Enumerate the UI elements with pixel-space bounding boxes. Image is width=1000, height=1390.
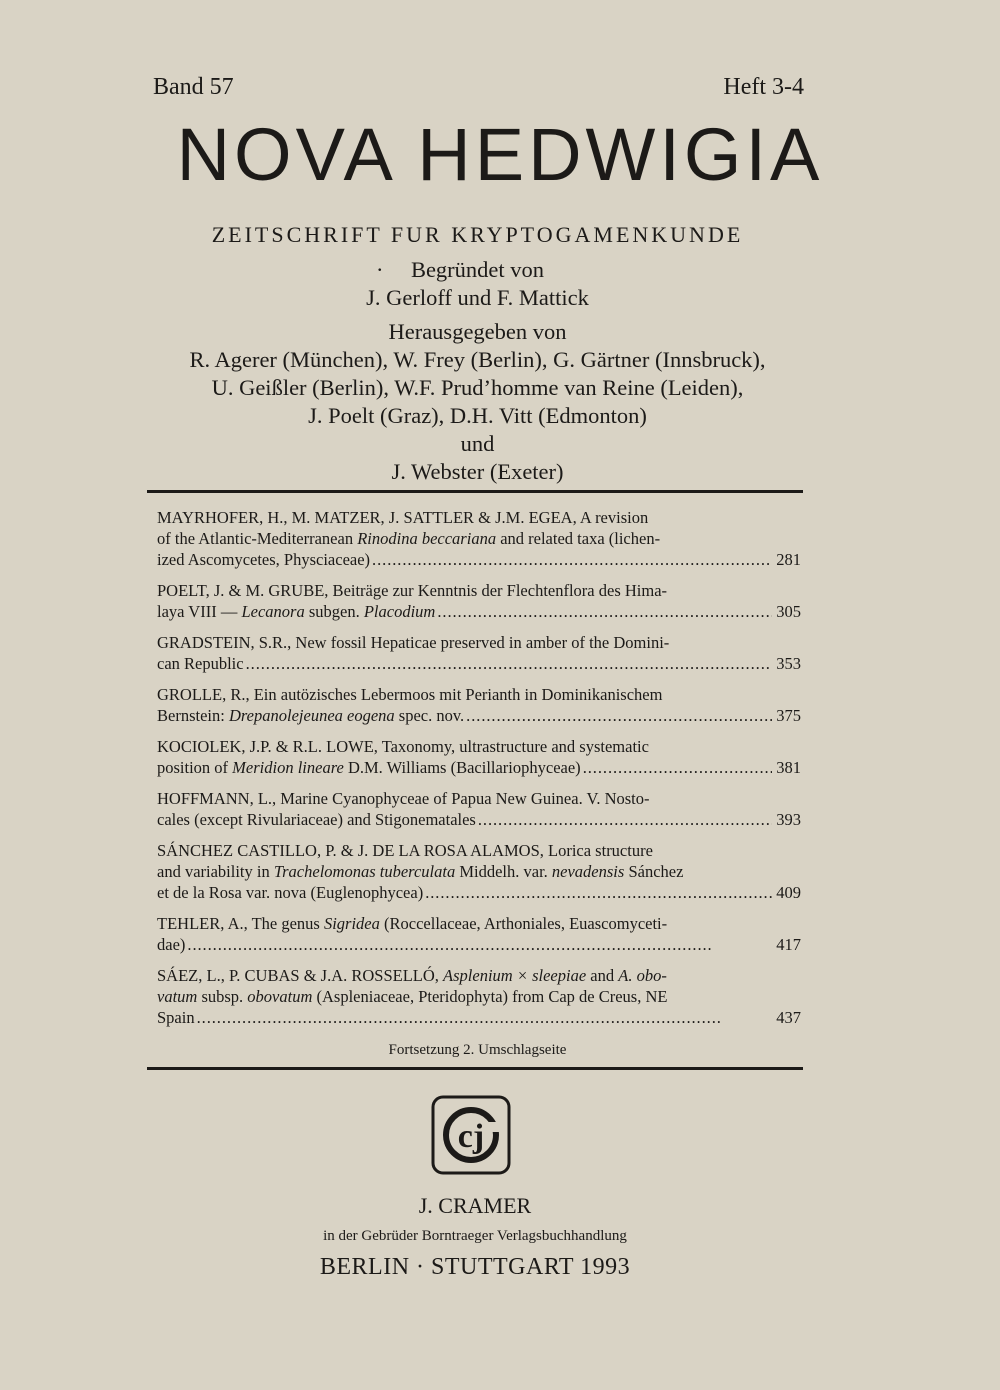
bullet-dot: · bbox=[376, 257, 384, 282]
toc-entry-lastline bbox=[157, 757, 801, 778]
toc-text: ized Ascomycetes, Physciaceae) bbox=[157, 550, 371, 569]
editors-line-4: J. Webster (Exeter) bbox=[391, 459, 564, 484]
toc-entry[interactable] bbox=[157, 736, 801, 778]
taxon-name: Lecanora bbox=[241, 602, 305, 621]
issue-number: Heft 3-4 bbox=[723, 74, 804, 100]
toc-entry-line bbox=[157, 965, 801, 986]
masthead bbox=[0, 256, 955, 486]
toc-entry-lastline bbox=[157, 705, 801, 726]
taxon-name: Sigridea bbox=[323, 914, 380, 933]
toc-entry[interactable] bbox=[157, 965, 801, 1028]
page-number: 281 bbox=[776, 550, 801, 569]
taxon-name: Asplenium × sleepiae bbox=[443, 966, 587, 985]
page-number: 393 bbox=[776, 810, 801, 829]
toc-entry-line: HOFFMANN, L., Marine Cyanophyceae of Papua New Guinea. V. Nosto- bbox=[157, 789, 650, 808]
toc-entry-lastline bbox=[157, 549, 801, 570]
top-divider bbox=[147, 490, 803, 493]
dot-leader bbox=[478, 809, 772, 830]
editors-line-2: U. Geißler (Berlin), W.F. Prud’homme van Reine (Leiden), bbox=[211, 375, 744, 400]
page-number: 375 bbox=[776, 706, 801, 725]
toc-text: subsp. bbox=[197, 987, 248, 1006]
founders: J. Gerloff und F. Mattick bbox=[366, 285, 589, 310]
toc-text: Spain bbox=[157, 1008, 195, 1027]
toc-text: (Roccellaceae, Arthoniales, Euascomyceti- bbox=[379, 914, 668, 933]
toc-text: dae) bbox=[157, 935, 186, 954]
toc-entry-lastline bbox=[157, 934, 801, 955]
toc-entry[interactable] bbox=[157, 840, 801, 903]
taxon-name: nevadensis bbox=[551, 862, 625, 881]
toc-entry-line bbox=[157, 528, 801, 549]
journal-title: NOVA HEDWIGIA bbox=[176, 113, 824, 196]
taxon-name: A. obo- bbox=[618, 966, 667, 985]
toc-entry[interactable] bbox=[157, 580, 801, 622]
toc-text: of the Atlantic-Mediterranean bbox=[157, 529, 358, 548]
toc-text: et de la Rosa var. nova (Euglenophycea) bbox=[157, 883, 424, 902]
publisher-name: J. CRAMER bbox=[418, 1193, 532, 1218]
toc-entry[interactable] bbox=[157, 684, 801, 726]
edited-label: Herausgegeben von bbox=[388, 319, 567, 344]
page-number: 305 bbox=[776, 602, 801, 621]
toc-text: and related taxa (lichen- bbox=[496, 529, 661, 548]
publisher-place-year: BERLIN · STUTTGART 1993 bbox=[319, 1254, 631, 1280]
toc-text: and bbox=[586, 966, 619, 985]
toc-text: (Aspleniaceae, Pteridophyta) from Cap de Creus, NE bbox=[312, 987, 668, 1006]
dot-leader bbox=[372, 549, 772, 570]
dot-leader bbox=[187, 934, 772, 955]
toc-entry-line: MAYRHOFER, H., M. MATZER, J. SATTLER & J.M. EGEA, A revision bbox=[157, 508, 649, 527]
toc-entry[interactable] bbox=[157, 913, 801, 955]
toc-entry-line: GROLLE, R., Ein autözisches Lebermoos mit Perianth in Dominikanischem bbox=[157, 685, 663, 704]
toc-text bbox=[157, 757, 581, 778]
volume-number: Band 57 bbox=[153, 74, 234, 100]
toc-entry-line bbox=[157, 986, 801, 1007]
page-number: 409 bbox=[776, 883, 801, 902]
page-number: 437 bbox=[776, 1008, 801, 1027]
publisher-logo-icon bbox=[431, 1095, 511, 1175]
toc-text: Middelh. var. bbox=[455, 862, 552, 881]
logo-letters: cj bbox=[457, 1118, 485, 1155]
toc-text-part: subgen. bbox=[304, 602, 364, 621]
toc-entry[interactable] bbox=[157, 507, 801, 570]
page-number: 381 bbox=[776, 758, 801, 777]
toc-entry-lastline bbox=[157, 1007, 801, 1028]
taxon-name: obovatum bbox=[247, 987, 313, 1006]
toc-entry-lastline bbox=[157, 653, 801, 674]
toc-text-part: spec. nov. bbox=[394, 706, 465, 725]
toc-text-part: Bernstein: bbox=[157, 706, 229, 725]
toc-entry[interactable] bbox=[157, 788, 801, 830]
toc-entry-lastline bbox=[157, 601, 801, 622]
toc-text-part: position of bbox=[157, 758, 233, 777]
toc-entry-line: SÁNCHEZ CASTILLO, P. & J. DE LA ROSA ALAMOS, Lorica structure bbox=[157, 841, 653, 860]
toc-text bbox=[157, 601, 435, 622]
toc-entry-line: POELT, J. & M. GRUBE, Beiträge zur Kenntnis der Flechtenflora des Hima- bbox=[157, 581, 668, 600]
toc-entry-line: GRADSTEIN, S.R., New fossil Hepaticae preserved in amber of the Domini- bbox=[157, 633, 670, 652]
toc-entry-line: KOCIOLEK, J.P. & R.L. LOWE, Taxonomy, ultrastructure and systematic bbox=[157, 737, 649, 756]
toc-entry-lastline bbox=[157, 882, 801, 903]
publisher-house: in der Gebrüder Borntraeger Verlagsbuchhandlung bbox=[323, 1228, 627, 1244]
founded-label-line bbox=[0, 256, 955, 284]
table-of-contents bbox=[157, 507, 801, 1038]
toc-text: TEHLER, A., The genus bbox=[157, 914, 324, 933]
toc-entry[interactable] bbox=[157, 632, 801, 674]
toc-text: Sánchez bbox=[624, 862, 684, 881]
toc-text-part: D.M. Williams (Bacillariophyceae) bbox=[343, 758, 581, 777]
continued-note: Fortsetzung 2. Umschlagseite bbox=[388, 1042, 567, 1058]
taxon-name: Drepanolejeunea eogena bbox=[228, 706, 395, 725]
editors-line-3: J. Poelt (Graz), D.H. Vitt (Edmonton) bbox=[308, 403, 647, 428]
toc-text: and variability in bbox=[157, 862, 274, 881]
taxon-name: Rinodina beccariana bbox=[357, 529, 497, 548]
toc-text bbox=[157, 705, 464, 726]
toc-text-part: laya VIII — bbox=[157, 602, 242, 621]
bottom-divider bbox=[147, 1067, 803, 1070]
dot-leader bbox=[197, 1007, 773, 1028]
taxon-name: Trachelomonas tuberculata bbox=[273, 862, 456, 881]
dot-leader bbox=[583, 757, 773, 778]
dot-leader bbox=[246, 653, 773, 674]
and-word: und bbox=[460, 431, 495, 456]
dot-leader bbox=[437, 601, 772, 622]
dot-leader bbox=[466, 705, 772, 726]
editors-line-1: R. Agerer (München), W. Frey (Berlin), G. Gärtner (Innsbruck), bbox=[189, 347, 766, 372]
page-number: 417 bbox=[776, 935, 801, 954]
toc-entry-lastline bbox=[157, 809, 801, 830]
journal-subtitle: ZEITSCHRIFT FUR KRYPTOGAMENKUNDE bbox=[211, 222, 744, 247]
taxon-name: Meridion lineare bbox=[232, 758, 344, 777]
toc-entry-line bbox=[157, 861, 801, 882]
page-number: 353 bbox=[776, 654, 801, 673]
founded-label: Begründet von bbox=[410, 257, 545, 282]
toc-text: SÁEZ, L., P. CUBAS & J.A. ROSSELLÓ, bbox=[157, 966, 444, 985]
toc-text: can Republic bbox=[157, 654, 244, 673]
taxon-name: vatum bbox=[157, 987, 198, 1006]
toc-text: cales (except Rivulariaceae) and Stigonematales bbox=[157, 810, 476, 829]
taxon-name: Placodium bbox=[363, 602, 436, 621]
toc-entry-line bbox=[157, 913, 801, 934]
dot-leader bbox=[425, 882, 772, 903]
